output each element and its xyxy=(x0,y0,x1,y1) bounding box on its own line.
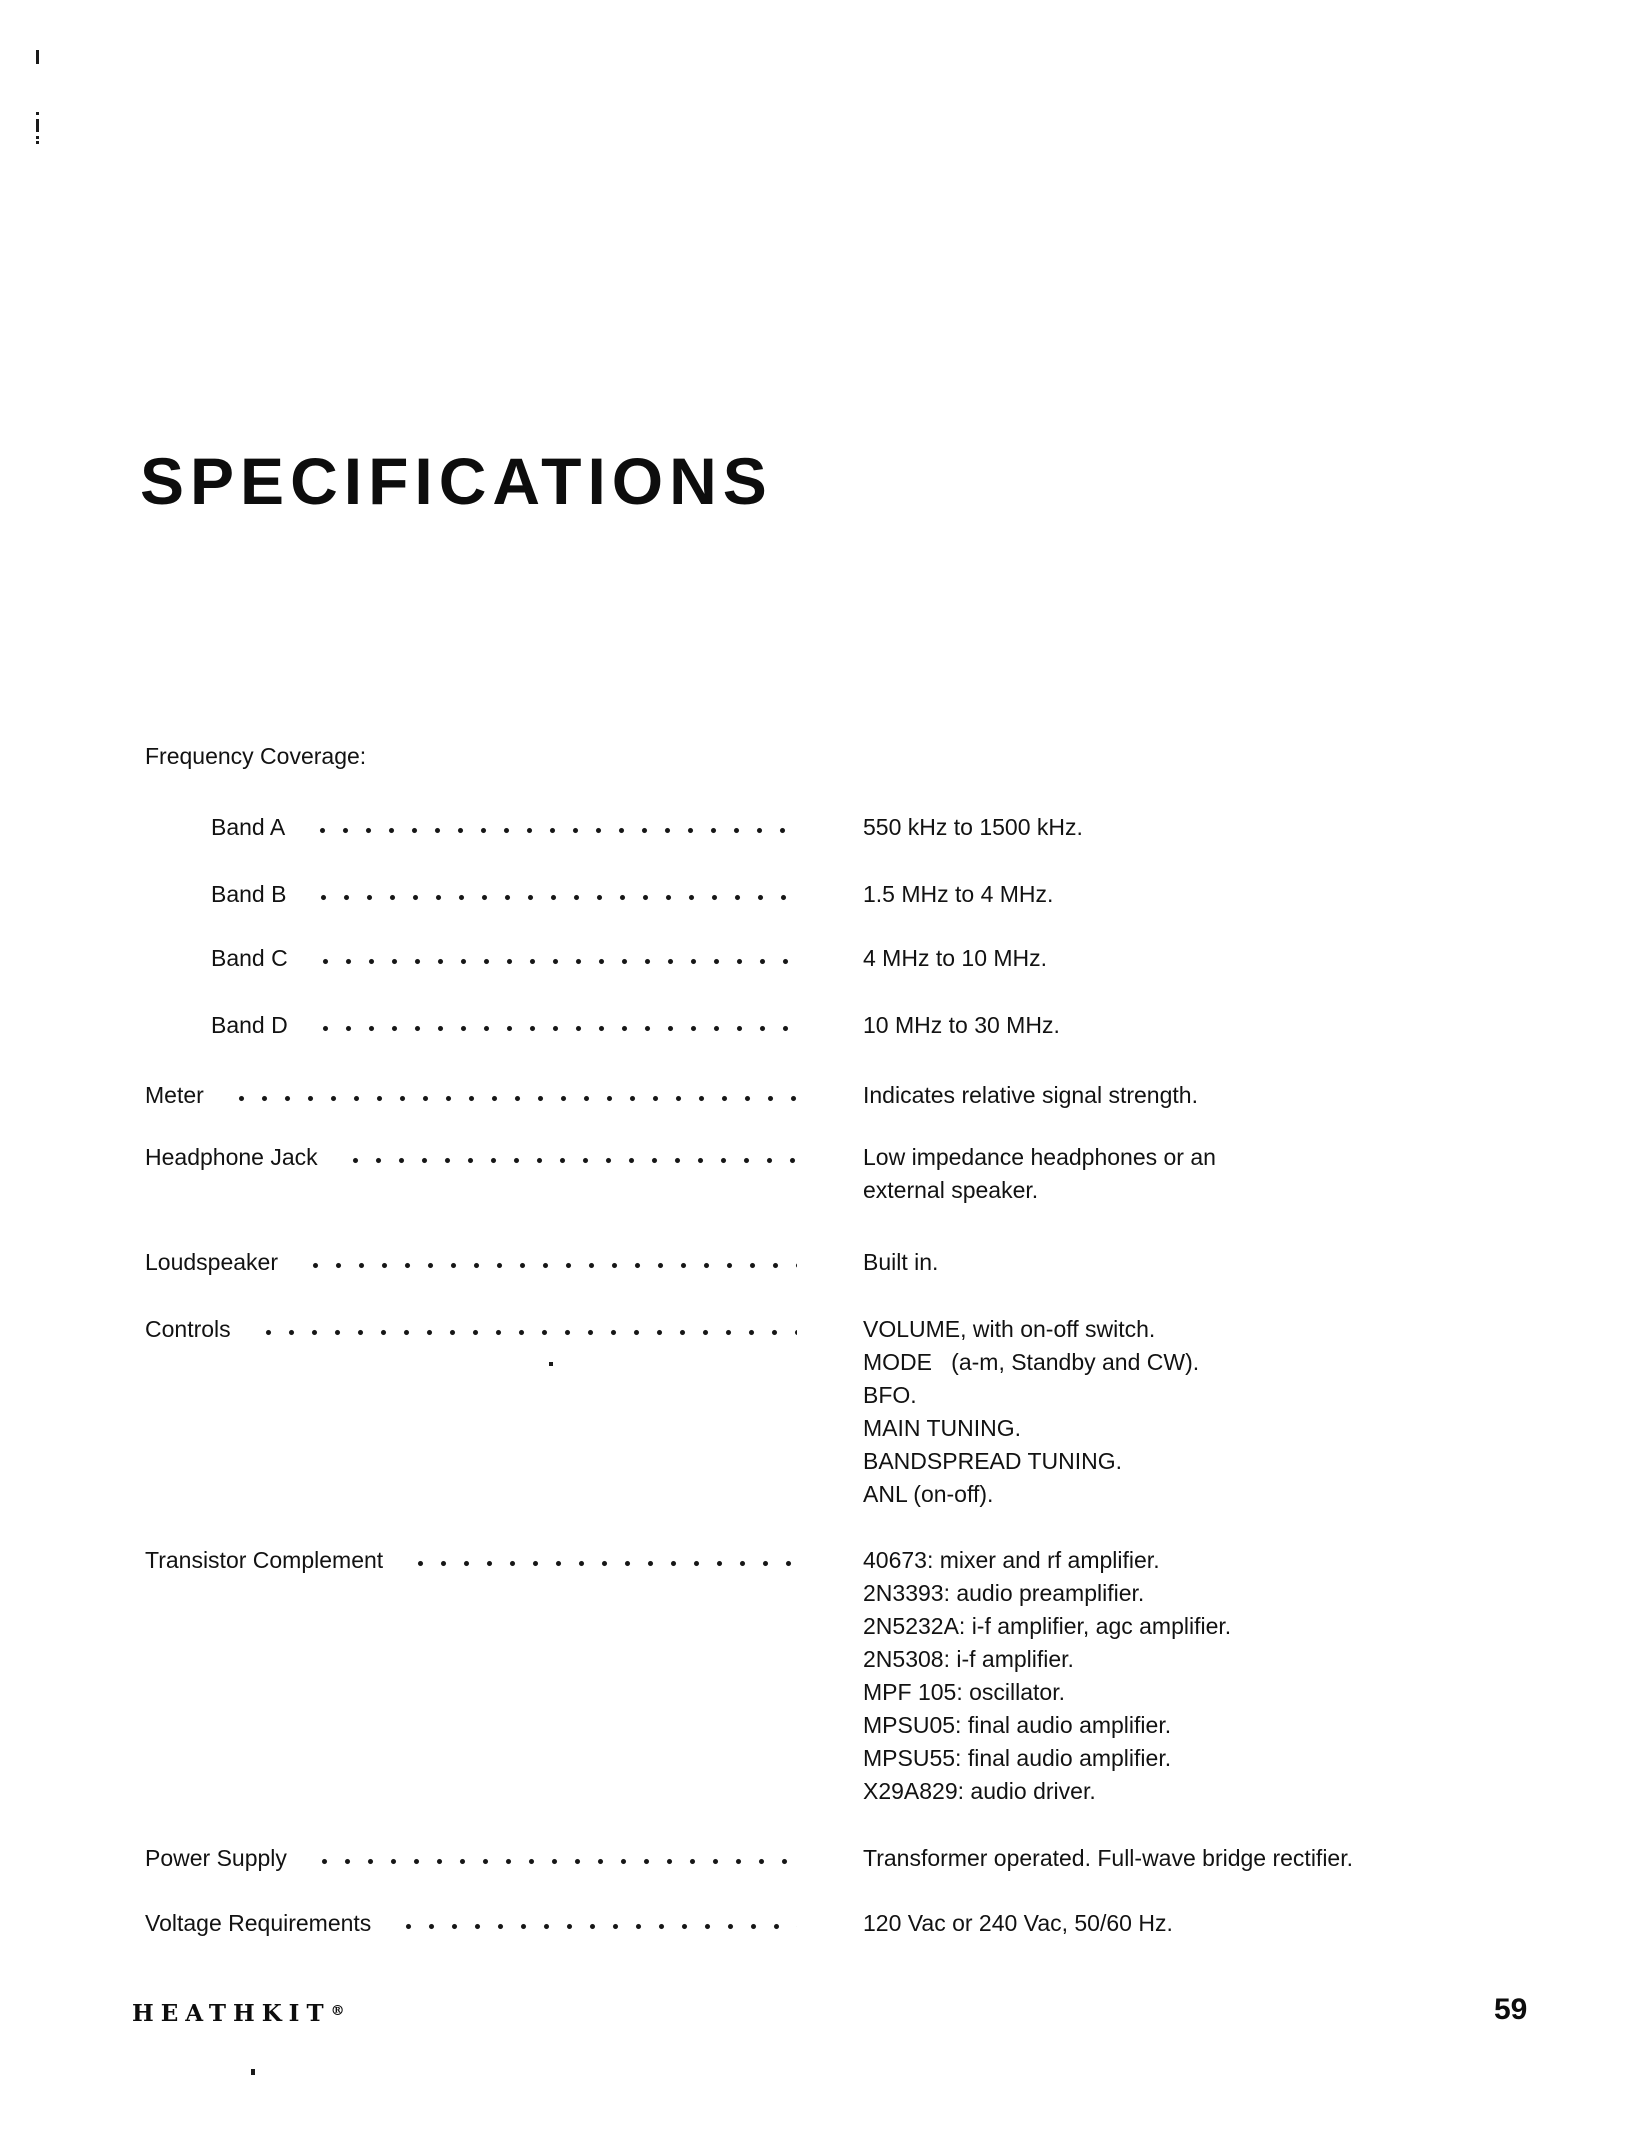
dot-leader xyxy=(344,1157,797,1164)
spec-row xyxy=(145,942,1568,975)
spec-row xyxy=(145,878,1568,911)
dot-leader xyxy=(311,827,797,834)
spec-value xyxy=(863,1907,1568,1940)
spec-label: Controls xyxy=(145,1316,231,1342)
spec-value-line: external speaker. xyxy=(863,1177,1039,1203)
spec-value-line: MAIN TUNING. xyxy=(863,1415,1022,1441)
dot-leader xyxy=(314,1025,797,1032)
spec-row xyxy=(145,1079,1568,1112)
spec-label: Band A xyxy=(211,814,286,840)
spec-value xyxy=(863,1313,1568,1511)
spec-label: Headphone Jack xyxy=(145,1144,318,1170)
spec-value xyxy=(863,1544,1568,1808)
scan-artifact xyxy=(36,112,39,115)
page-title: SPECIFICATIONS xyxy=(140,444,773,518)
spec-row xyxy=(145,811,1568,844)
spec-value-line: 40673: mixer and rf amplifier. xyxy=(863,1547,1160,1573)
spec-value xyxy=(863,1079,1568,1112)
spec-value-line: 2N5308: i-f amplifier. xyxy=(863,1646,1074,1672)
dot-leader xyxy=(397,1923,797,1930)
spec-value-line: Built in. xyxy=(863,1249,939,1275)
spec-label: Band C xyxy=(211,945,288,971)
dot-leader xyxy=(304,1262,797,1269)
scan-artifact xyxy=(251,2069,255,2075)
spec-value xyxy=(863,1842,1568,1875)
dot-leader xyxy=(313,1858,797,1865)
spec-value-line: BFO. xyxy=(863,1382,917,1408)
spec-label: Loudspeaker xyxy=(145,1249,278,1275)
scan-artifact xyxy=(36,119,39,132)
spec-label: Meter xyxy=(145,1082,204,1108)
spec-label: Power Supply xyxy=(145,1845,287,1871)
spec-value xyxy=(863,1141,1568,1207)
spec-row xyxy=(145,1009,1568,1042)
spec-value-line: MPSU55: final audio amplifier. xyxy=(863,1745,1172,1771)
spec-value-line: X29A829: audio driver. xyxy=(863,1778,1096,1804)
brand-logo xyxy=(132,2000,345,2027)
spec-value-line: VOLUME, with on-off switch. xyxy=(863,1316,1156,1342)
spec-label: Voltage Requirements xyxy=(145,1910,372,1936)
page-number: 59 xyxy=(1494,1993,1528,2026)
dot-leader xyxy=(312,894,797,901)
spec-value-line: 1.5 MHz to 4 MHz. xyxy=(863,881,1054,907)
spec-row xyxy=(145,1907,1568,1940)
spec-value xyxy=(863,942,1568,975)
spec-value xyxy=(863,1246,1568,1279)
spec-label: Frequency Coverage: xyxy=(145,743,367,769)
spec-row xyxy=(145,1141,1568,1207)
spec-value-line: MPF 105: oscillator. xyxy=(863,1679,1065,1705)
registered-trademark-icon: ® xyxy=(330,2003,345,2019)
spec-row xyxy=(145,1842,1568,1875)
spec-row xyxy=(145,1246,1568,1279)
dot-leader xyxy=(314,958,797,965)
dot-leader xyxy=(409,1560,797,1567)
scan-artifact xyxy=(36,136,39,144)
spec-label: Transistor Complement xyxy=(145,1547,384,1573)
dot-leader xyxy=(230,1095,797,1102)
spec-value-line: 2N3393: audio preamplifier. xyxy=(863,1580,1145,1606)
spec-value-line: BANDSPREAD TUNING. xyxy=(863,1448,1123,1474)
spec-value-line: 4 MHz to 10 MHz. xyxy=(863,945,1048,971)
dot-leader xyxy=(257,1329,797,1336)
spec-value xyxy=(863,811,1568,844)
spec-value-line: Indicates relative signal strength. xyxy=(863,1082,1198,1108)
spec-label: Band D xyxy=(211,1012,288,1038)
spec-value-line: 10 MHz to 30 MHz. xyxy=(863,1012,1060,1038)
spec-value-line: ANL (on-off). xyxy=(863,1481,994,1507)
spec-row xyxy=(145,1313,1568,1511)
spec-value-line: 120 Vac or 240 Vac, 50/60 Hz. xyxy=(863,1910,1173,1936)
spec-row xyxy=(145,1544,1568,1808)
spec-value-line: 2N5232A: i-f amplifier, agc amplifier. xyxy=(863,1613,1232,1639)
spec-label: Band B xyxy=(211,881,287,907)
spec-value xyxy=(863,1009,1568,1042)
spec-value-line: MODE (a-m, Standby and CW). xyxy=(863,1349,1200,1375)
spec-value-line: Low impedance headphones or an xyxy=(863,1144,1216,1170)
spec-value xyxy=(863,878,1568,911)
spec-value-line: 550 kHz to 1500 kHz. xyxy=(863,814,1083,840)
scan-artifact xyxy=(36,50,39,64)
spec-value-line: Transformer operated. Full-wave bridge rectifier. xyxy=(863,1845,1354,1871)
spec-row xyxy=(145,740,1568,773)
spec-value-line: MPSU05: final audio amplifier. xyxy=(863,1712,1172,1738)
brand-name: HEATHKIT xyxy=(132,2000,331,2027)
